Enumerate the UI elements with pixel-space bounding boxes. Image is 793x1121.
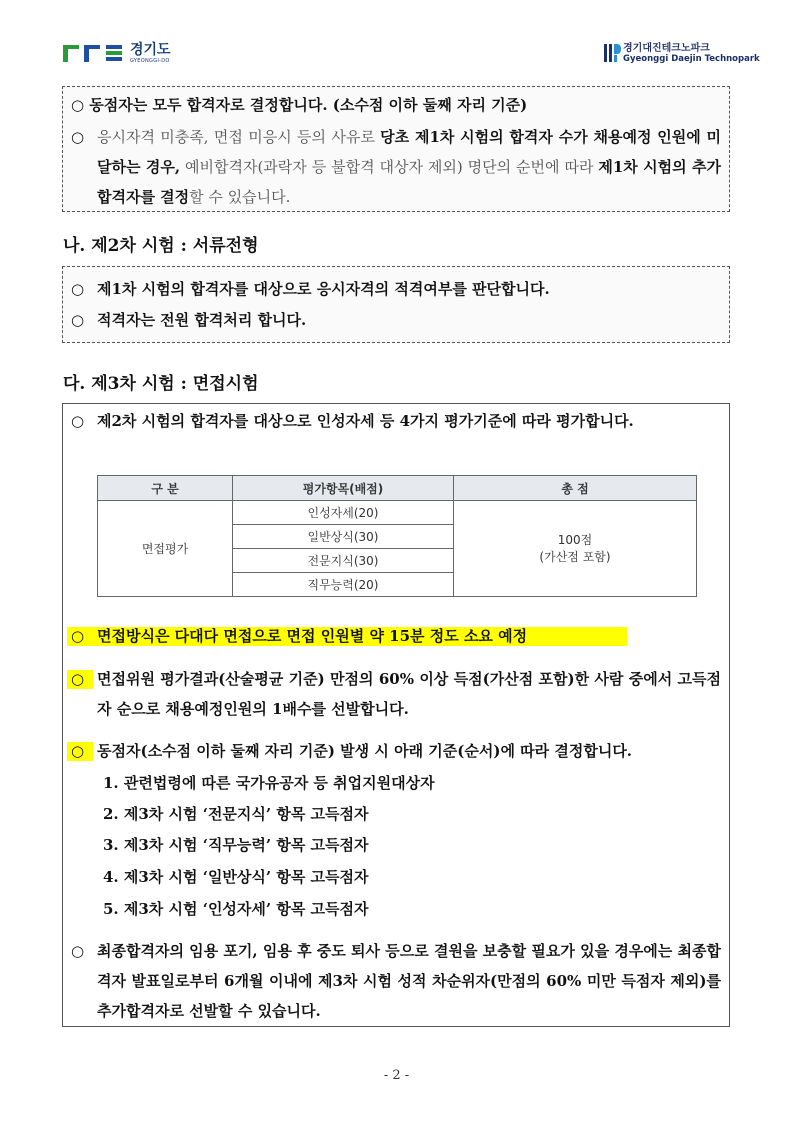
item-text: 면접위원 평가결과(산술평균 기준) 만점의 60% 이상 득점(가산점 포함)한 사람 중에서 고득점자 순으로 채용예정인원의 1배수를 선발합니다.	[97, 670, 722, 718]
technopark-mark-icon	[603, 42, 621, 64]
table-header-row	[98, 476, 697, 501]
additional-pass-paragraph	[63, 122, 721, 212]
section-title-document-review: 나. 제2차 시험 : 서류전형	[63, 236, 259, 256]
final-pass-rule	[63, 936, 721, 1026]
item-text: 최종합격자의 임용 포기, 임용 후 중도 퇴사 등으로 결원을 보충할 필요가 있을 경우에는 최종합격자 발표일로부터 6개월 이내에 제3차 시험 성적 차순위자(만점의 60% 미만 득점자 제외)를 추가합격자로 선발할 수 있습니다.	[97, 942, 721, 1020]
table-row	[98, 501, 697, 525]
table-cell-item: 직무능력(20)	[233, 573, 454, 597]
tie-rule-paragraph: ○ 동점자는 모두 합격자로 결정합니다. (소수점 이하 둘째 자리 기준)	[71, 96, 528, 114]
tie-breaker-rule	[63, 736, 721, 766]
circle-bullet: ○	[71, 311, 85, 329]
text-run-bold: 당초 제1차 시험의 합격자 수가 채용예정 인원에 미달하는 경우,	[97, 128, 721, 176]
item-text: 동점자(소수점 이하 둘째 자리 기준) 발생 시 아래 기준(순서)에 따라 결정합니다.	[97, 742, 633, 760]
technopark-logo-name: 경기대진테크노파크	[623, 42, 710, 54]
interview-box	[62, 403, 730, 1027]
list-item: 3. 제3차 시험 ‘직무능력’ 항목 고득점자	[103, 836, 369, 854]
list-item: 5. 제3차 시험 ‘인성자세’ 항목 고득점자	[103, 900, 369, 918]
text-run: 할 수 있습니다.	[189, 188, 291, 206]
gyeonggi-logo-name: 경기도	[130, 41, 171, 58]
text-run: 응시자격 미충족, 면접 미응시 등의 사유로	[97, 128, 381, 146]
technopark-logo-sub: Gyeonggi Daejin Technopark	[623, 53, 760, 64]
list-item: 1. 관련법령에 따른 국가유공자 등 취업지원대상자	[103, 774, 435, 792]
interview-method	[63, 621, 721, 651]
table-cell-item: 일반상식(30)	[233, 525, 454, 549]
interview-intro	[63, 406, 721, 436]
table-header: 평가항목(배점)	[233, 476, 454, 501]
table-cell-item: 전문지식(30)	[233, 549, 454, 573]
page-header	[0, 0, 793, 80]
list-item: 4. 제3차 시험 ‘일반상식’ 항목 고득점자	[103, 868, 369, 886]
circle-bullet: ○	[71, 742, 85, 760]
text-run-bold: 제1차 시험의 추가합격자를 결정	[97, 158, 722, 206]
document-review-item	[63, 274, 721, 305]
interview-criteria-table	[97, 475, 697, 597]
list-item: 2. 제3차 시험 ‘전문지식’ 항목 고득점자	[103, 805, 369, 823]
item-text: 면접방식은 다대다 면접으로 면접 인원별 약 15분 정도 소요 예정	[97, 627, 528, 645]
item-text: 제2차 시험의 합격자를 대상으로 인성자세 등 4가지 평가기준에 따라 평가합니다.	[97, 412, 634, 430]
item-text: 적격자는 전원 합격처리 합니다.	[97, 311, 307, 329]
table-cell-category: 면접평가	[98, 501, 233, 597]
gyeonggi-logo	[62, 42, 171, 64]
total-score: 100점	[557, 532, 593, 547]
gyeonggi-logo-sub: GYEONGGI-DO	[130, 57, 170, 64]
section-title-interview: 다. 제3차 시험 : 면접시험	[63, 374, 259, 394]
circle-bullet: ○	[71, 128, 85, 146]
gyeonggi-mark-icon	[62, 42, 124, 64]
table-header: 총 점	[454, 476, 697, 501]
document-review-box	[62, 266, 730, 343]
technopark-logo	[603, 42, 760, 64]
text-run: 예비합격자(과락자 등 불합격 대상자 제외) 명단의 순번에 따라	[180, 158, 599, 176]
total-note: (가산점 포함)	[539, 549, 611, 564]
table-header: 구 분	[98, 476, 233, 501]
selection-rule	[63, 664, 721, 724]
circle-bullet: ○	[71, 280, 85, 298]
page-number: - 2 -	[383, 1068, 410, 1083]
table-cell-item: 인성자세(20)	[233, 501, 454, 525]
circle-bullet: ○	[71, 670, 85, 688]
circle-bullet: ○	[71, 412, 85, 430]
circle-bullet: ○	[71, 942, 85, 960]
circle-bullet: ○	[71, 627, 85, 645]
item-text: 제1차 시험의 합격자를 대상으로 응시자격의 적격여부를 판단합니다.	[97, 280, 550, 298]
document-review-item	[63, 305, 721, 336]
table-cell-total	[454, 501, 697, 597]
tie-rule-box	[62, 86, 730, 212]
